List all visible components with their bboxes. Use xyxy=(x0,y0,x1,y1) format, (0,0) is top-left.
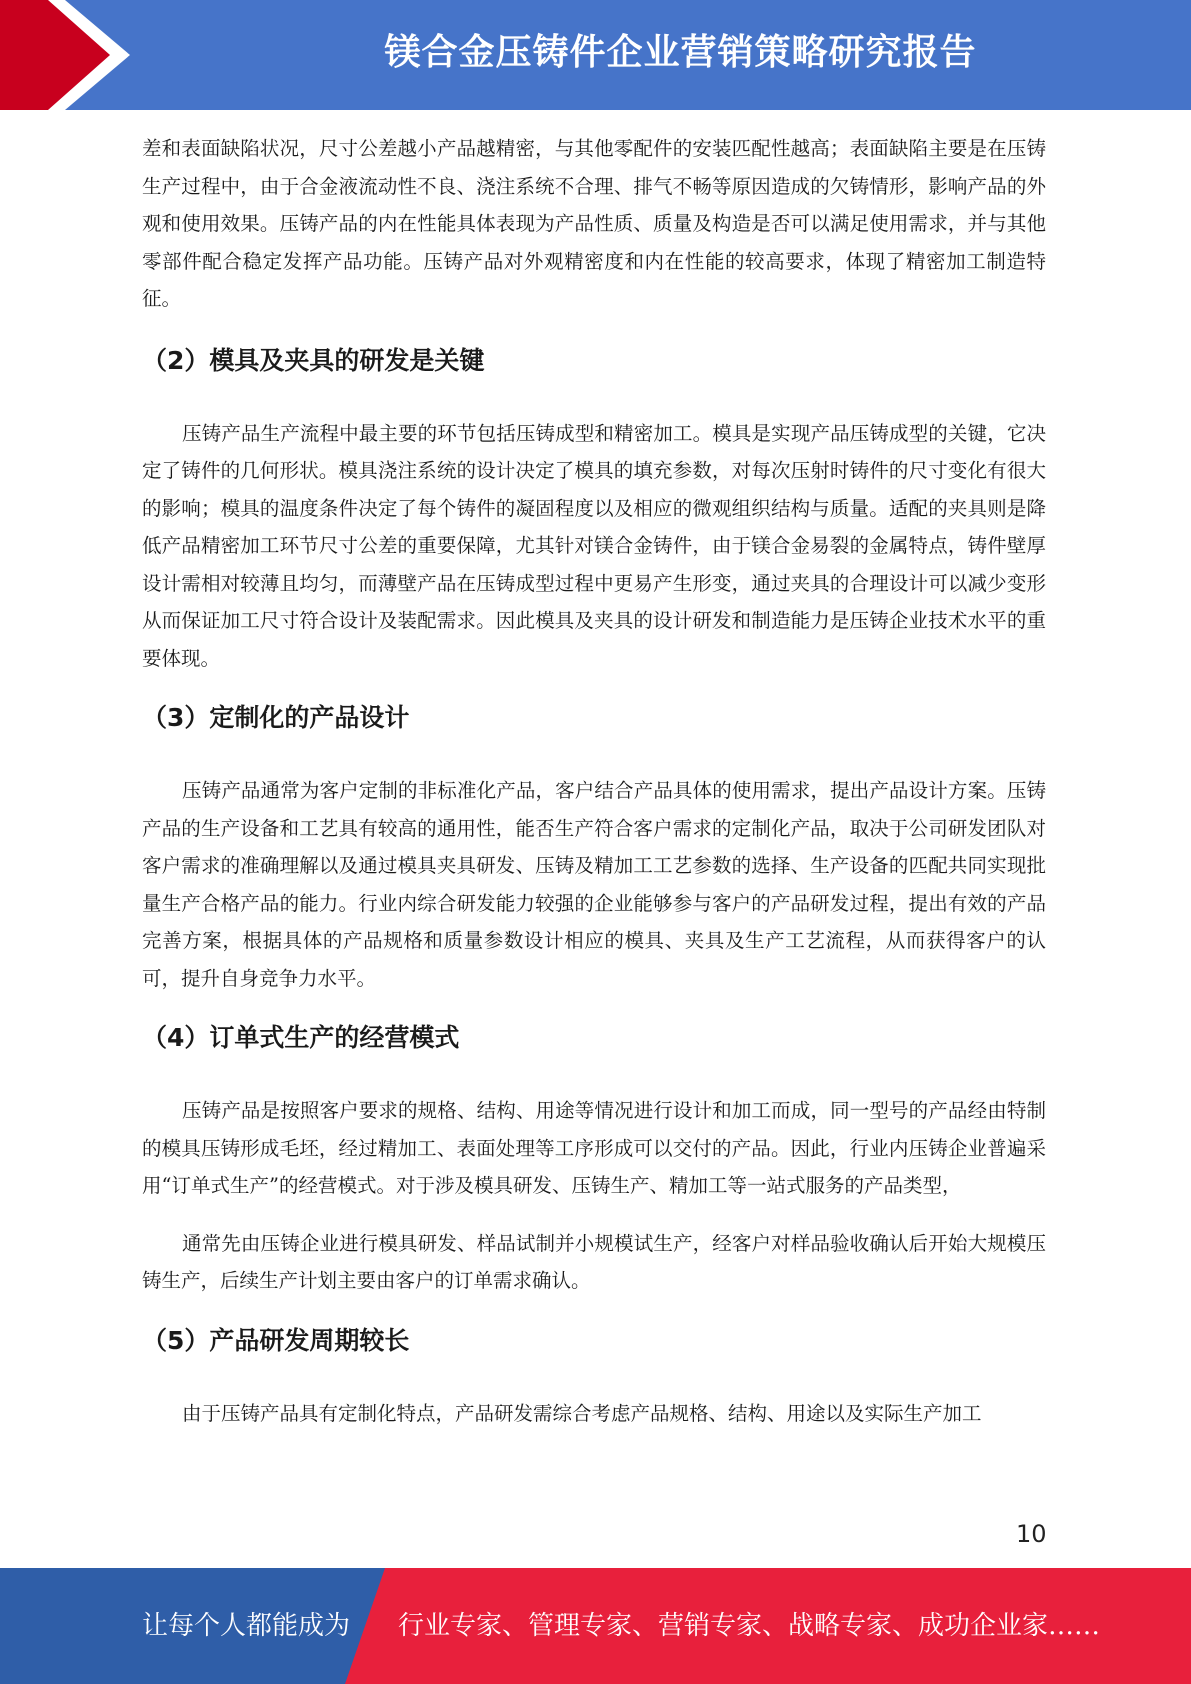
paragraph-order-production-cont: 通常先由压铸企业进行模具研发、样品试制并小规模试生产，经客户对样品验收确认后开始大规模压铸生产，后续生产计划主要由客户的订单需求确认。 xyxy=(142,1231,1046,1292)
paragraph-molds-fixtures: 压铸产品生产流程中最主要的环节包括压铸成型和精密加工。模具是实现产品压铸成型的关键，它决定了铸件的几何形状。模具浇注系统的设计决定了模具的填充参数，对每次压射时铸件的尺寸变化有很大的影响；模具的温度条件决定了每个铸件的凝固程度以及相应的微观组织结构与质量。适配的夹具则是降低产品精密加工环节尺寸公差的重要保障，尤其针对镁合金铸件，由于镁合金易裂的金属特点，铸件壁厚设计需相对较薄且均匀，而薄壁产品在压铸成型过程中更易产生形变，通过夹具的合理设计可以减少变形从而保证加工尺寸符合设计及装配需求。因此模具及夹具的设计研发和制造能力是压铸企业技术水平的重要体现。 xyxy=(142,421,1046,670)
section-heading-3: （3）定制化的产品设计 xyxy=(142,703,410,732)
footer-slogan-left: 让每个人都能成为 xyxy=(142,1611,351,1641)
paragraph-custom-design: 压铸产品通常为客户定制的非标准化产品，客户结合产品具体的使用需求，提出产品设计方案。压铸产品的生产设备和工艺具有较高的通用性，能否生产符合客户需求的定制化产品，取决于公司研发团队对客户需求的准确理解以及通过模具夹具研发、压铸及精加工工艺参数的选择、生产设备的匹配共同实现批量生产合格产品的能力。行业内综合研发能力较强的企业能够参与客户的产品研发过程，提出有效的产品完善方案，根据具体的产品规格和质量参数设计相应的模具、夹具及生产工艺流程，从而获得客户的认可，提升自身竞争力水平。 xyxy=(142,779,1046,990)
paragraph-rd-cycle: 由于压铸产品具有定制化特点，产品研发需综合考虑产品规格、结构、用途以及实际生产加工 xyxy=(182,1401,982,1425)
paragraph-continued: 差和表面缺陷状况，尺寸公差越小产品越精密，与其他零配件的安装匹配性越高；表面缺陷主要是在压铸生产过程中，由于合金液流动性不良、浇注系统不合理、排气不畅等原因造成的欠铸情形，影响产品的外观和使用效果。压铸产品的内在性能具体表现为产品性质、质量及构造是否可以满足使用需求，并与其他零部件配合稳定发挥产品功能。压铸产品对外观精密度和内在性能的较高要求，体现了精密加工制造特征。 xyxy=(142,137,1046,310)
page-footer xyxy=(0,1568,1191,1684)
section-heading-4: （4）订单式生产的经营模式 xyxy=(142,1023,460,1052)
section-heading-5: （5）产品研发周期较长 xyxy=(142,1325,410,1355)
section-heading-2: （2）模具及夹具的研发是关键 xyxy=(142,345,485,375)
page-header xyxy=(0,0,1191,110)
page-number: 10 xyxy=(1016,1520,1047,1548)
report-title: 镁合金压铸件企业营销策略研究报告 xyxy=(384,32,977,73)
paragraph-order-production: 压铸产品是按照客户要求的规格、结构、用途等情况进行设计和加工而成，同一型号的产品经由特制的模具压铸形成毛坯，经过精加工、表面处理等工序形成可以交付的产品。因此，行业内压铸企业普遍采用“订单式生产”的经营模式。对于涉及模具研发、压铸生产、精加工等一站式服务的产品类型， xyxy=(142,1099,1046,1197)
document-body xyxy=(142,130,1046,1432)
footer-slogan-right: 行业专家、管理专家、营销专家、战略专家、成功企业家…… xyxy=(398,1611,1101,1641)
